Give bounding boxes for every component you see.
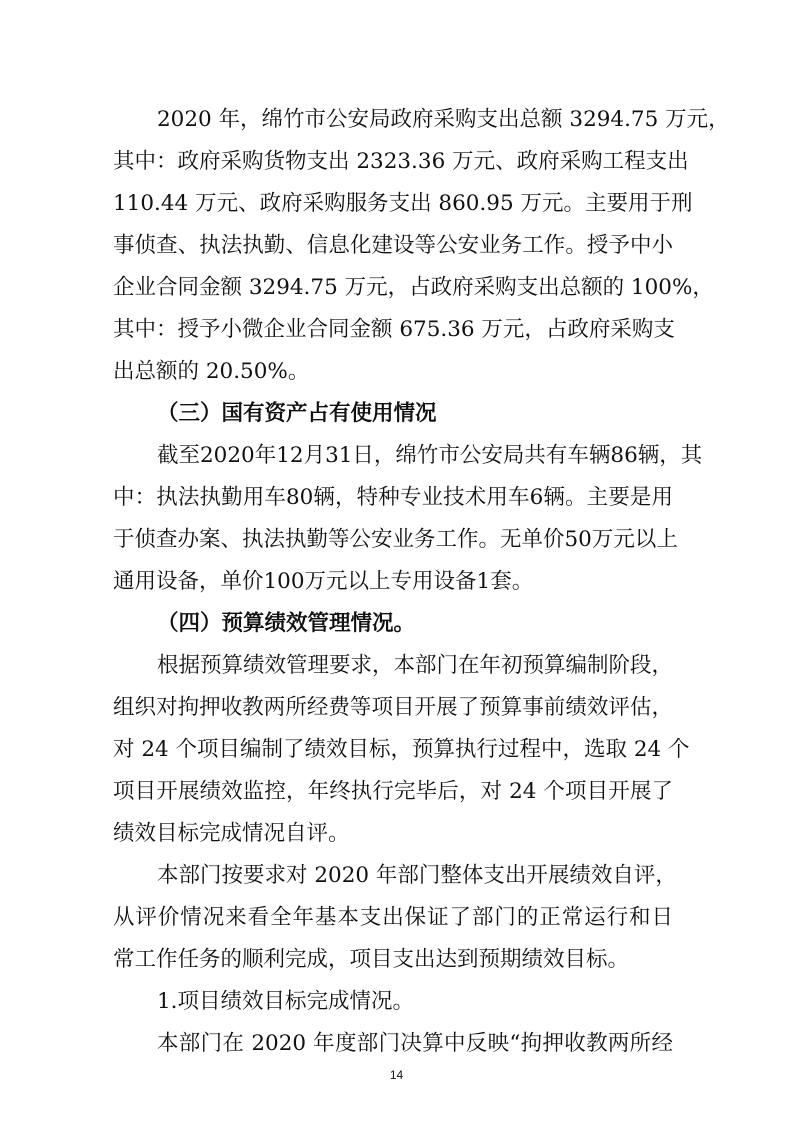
- page-number: 14: [389, 1068, 404, 1082]
- paragraph-performance-line-5: 绩效目标完成情况自评。: [113, 821, 350, 846]
- paragraph-selfeval-line-3: 常工作任务的顺利完成，项目支出达到预期绩效目标。: [113, 947, 630, 972]
- paragraph-assets-line-1: 截至2020年12月31日，绵竹市公安局共有车辆86辆，其: [157, 443, 703, 468]
- paragraph-procurement-line-2: 其中：政府采购货物支出 2323.36 万元、政府采购工程支出: [113, 149, 689, 174]
- paragraph-performance-line-1: 根据预算绩效管理要求，本部门在年初预算编制阶段，: [157, 653, 674, 678]
- paragraph-procurement-line-5: 企业合同金额 3294.75 万元，占政府采购支出总额的 100%，: [113, 275, 714, 300]
- paragraph-procurement-line-1: 2020 年，绵竹市公安局政府采购支出总额 3294.75 万元，: [157, 107, 730, 132]
- subsection-heading-project-goals: 1.项目绩效目标完成情况。: [157, 989, 415, 1014]
- paragraph-procurement-line-3: 110.44 万元、政府采购服务支出 860.95 万元。主要用于刑: [113, 191, 693, 216]
- paragraph-procurement-line-4: 事侦查、执法执勤、信息化建设等公安业务工作。授予中小: [113, 233, 673, 258]
- section-heading-performance: （四）预算绩效管理情况。: [157, 611, 416, 636]
- paragraph-selfeval-line-2: 从评价情况来看全年基本支出保证了部门的正常运行和日: [113, 905, 673, 930]
- paragraph-procurement-line-6: 其中：授予小微企业合同金额 675.36 万元，占政府采购支: [113, 317, 675, 342]
- paragraph-assets-line-3: 于侦查办案、执法执勤等公安业务工作。无单价50万元以上: [113, 527, 678, 552]
- paragraph-performance-line-4: 项目开展绩效监控，年终执行完毕后，对 24 个项目开展了: [113, 779, 673, 804]
- paragraph-project-line-1: 本部门在 2020 年度部门决算中反映“拘押收教两所经: [157, 1031, 673, 1056]
- paragraph-assets-line-4: 通用设备，单价100万元以上专用设备1套。: [113, 569, 534, 594]
- paragraph-assets-line-2: 中：执法执勤用车80辆，特种专业技术用车6辆。主要是用: [113, 485, 673, 510]
- paragraph-performance-line-3: 对 24 个项目编制了绩效目标，预算执行过程中，选取 24 个: [113, 737, 690, 762]
- paragraph-selfeval-line-1: 本部门按要求对 2020 年部门整体支出开展绩效自评，: [157, 863, 677, 888]
- section-heading-assets: （三）国有资产占有使用情况: [157, 401, 437, 426]
- paragraph-procurement-line-7: 出总额的 20.50%。: [113, 359, 310, 384]
- paragraph-performance-line-2: 组织对拘押收教两所经费等项目开展了预算事前绩效评估，: [113, 695, 673, 720]
